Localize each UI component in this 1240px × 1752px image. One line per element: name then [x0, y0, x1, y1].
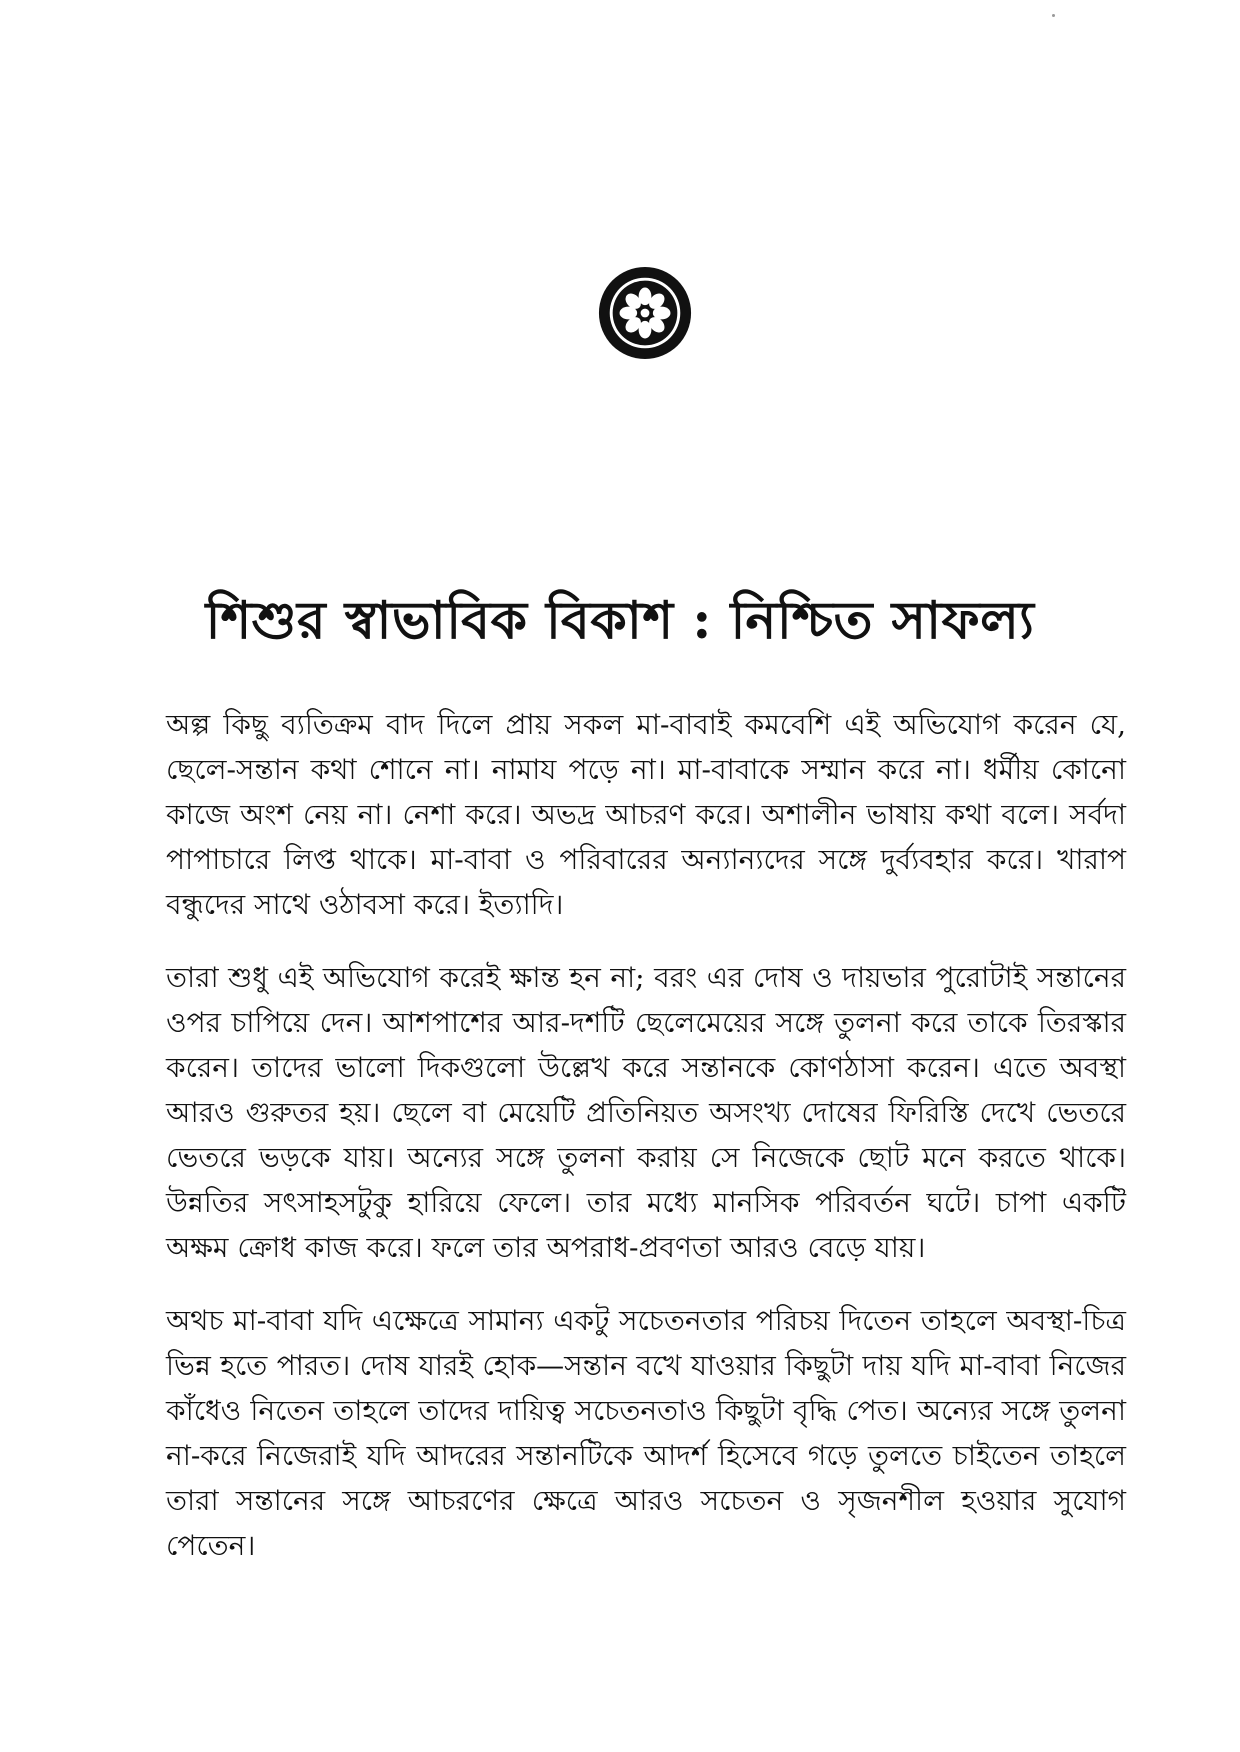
chapter-title: শিশুর স্বাভাবিক বিকাশ : নিশ্চিত সাফল্য [205, 590, 1035, 651]
paragraph-2: তারা শুধু এই অভিযোগ করেই ক্ষান্ত হন না; বরং এর দোষ ও দায়ভার পুরোটাই সন্তানের ওপর চাপিয়ে দেন। আশপাশের আর-দশটি ছেলেমেয়ের সঙ্গে তুলনা করে তাকে তিরস্কার করেন। তাদের ভালো দিকগুলো উল্লেখ করে সন্তানকে কোণঠাসা করেন। এতে অবস্থা আরও গুরুতর হয়। ছেলে বা মেয়েটি প্রতিনিয়ত অসংখ্য দোষের ফিরিস্তি দেখে ভেতরে ভেতরে ভড়কে যায়। অন্যের সঙ্গে তুলনা করায় সে নিজেকে ছোট মনে করতে থাকে। উন্নতির সৎসাহসটুকু হারিয়ে ফেলে। তার মধ্যে মানসিক পরিবর্তন ঘটে। চাপা একটি অক্ষম ক্রোধ কাজ করে। ফলে তার অপরাধ-প্রবণতা আরও বেড়ে যায়। [166, 961, 1126, 1264]
paragraph-3: অথচ মা-বাবা যদি এক্ষেত্রে সামান্য একটু সচেতনতার পরিচয় দিতেন তাহলে অবস্থা-চিত্র ভিন্ন হতে পারত। দোষ যারই হোক—সন্তান বখে যাওয়ার কিছুটা দায় যদি মা-বাবা নিজের কাঁধেও নিতেন তাহলে তাদের দায়িত্ব সচেতনতাও কিছুটা বৃদ্ধি পেত। অন্যের সঙ্গে তুলনা না-করে নিজেরাই যদি আদরের সন্তানটিকে আদর্শ হিসেবে গড়ে তুলতে চাইতেন তাহলে তারা সন্তানের সঙ্গে আচরণের ক্ষেত্রে আরও সচেতন ও সৃজনশীল হওয়ার সুযোগ পেতেন। [166, 1304, 1126, 1562]
paragraph-1: অল্প কিছু ব্যতিক্রম বাদ দিলে প্রায় সকল মা-বাবাই কমবেশি এই অভিযোগ করেন যে, ছেলে-সন্তান কথা শোনে না। নামায পড়ে না। মা-বাবাকে সম্মান করে না। ধর্মীয় কোনো কাজে অংশ নেয় না। নেশা করে। অভদ্র আচরণ করে। অশালীন ভাষায় কথা বলে। সর্বদা পাপাচারে লিপ্ত থাকে। মা-বাবা ও পরিবারের অন্যান্যদের সঙ্গে দুর্ব্যবহার করে। খারাপ বন্ধুদের সাথে ওঠাবসা করে। ইত্যাদি। [166, 708, 1126, 921]
body-text [166, 702, 1126, 1596]
flower-rosette-icon [596, 264, 694, 362]
scan-speck [1052, 14, 1055, 17]
